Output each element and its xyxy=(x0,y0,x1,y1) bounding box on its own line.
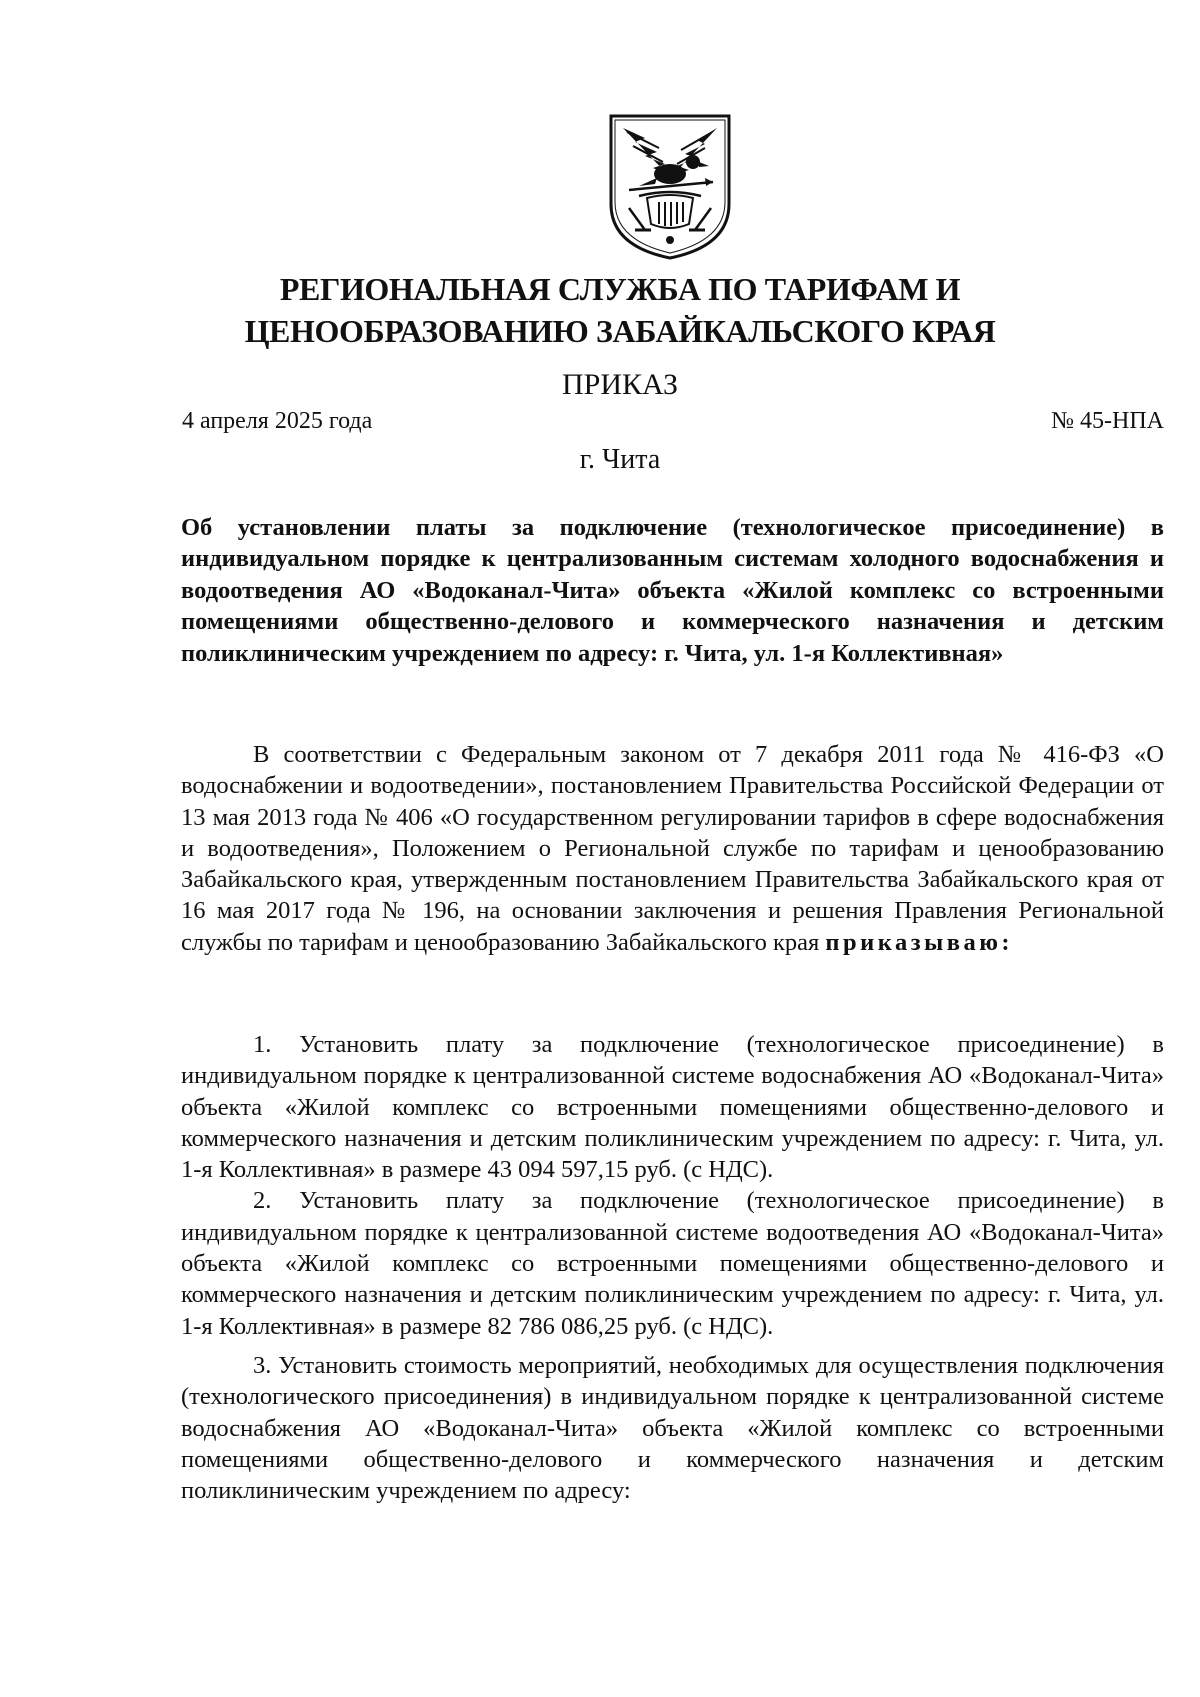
order-number: № 45-НПА xyxy=(1051,408,1164,434)
order-item: 2. Установить плату за подключение (технологическое присоединение) в индивидуальном порядке к централизованной системе водоотведения АО «Водоканал-Чита» объекта «Жилой комплекс со встроенными помещениями общественно-делового и коммерческого назначения и детским поликлиническим учреждением по адресу: г. Чита, ул. 1-я Коллективная» в размере 82 786 086,25 руб. (с НДС). xyxy=(181,1187,1164,1340)
order-date: 4 апреля 2025 года xyxy=(182,408,373,434)
order-item: 3. Установить стоимость мероприятий, необходимых для осуществления подключения (технологического присоединения) в индивидуальном порядке к централизованной системе водоснабжения АО «Водоканал-Чита» объекта «Жилой комплекс со встроенными помещениями общественно-делового и коммерческого назначения и детским поликлиническим учреждением по адресу: xyxy=(181,1351,1164,1505)
preamble-paragraph xyxy=(181,739,1164,958)
order-item: 1. Установить плату за подключение (технологическое присоединение) в индивидуальном порядке к централизованной системе водоснабжения АО «Водоканал-Чита» объекта «Жилой комплекс со встроенными помещениями общественно-делового и коммерческого назначения и детским поликлиническим учреждением по адресу: г. Чита, ул. 1-я Коллективная» в размере 43 094 597,15 руб. (с НДС). xyxy=(181,1031,1164,1184)
coat-of-arms-icon xyxy=(605,112,735,262)
preamble xyxy=(181,739,1164,958)
order-city: г. Чита xyxy=(579,444,661,475)
order-subject: Об установлении платы за подключение (технологическое присоединение) в индивидуальном порядке к централизованным системам холодного водоснабжения и водоотведения АО «Водоканал-Чита» объекта «Жилой комплекс со встроенными помещениями общественно-делового и коммерческого назначения и детским поликлиническим учреждением по адресу: г. Чита, ул. 1-я Коллективная» xyxy=(181,514,1164,667)
order-verb: приказываю: xyxy=(825,928,1014,956)
order-items xyxy=(181,1029,1164,1506)
document-type: ПРИКАЗ xyxy=(562,368,678,401)
preamble-text: В соответствии с Федеральным законом от 7 декабря 2011 года № 416-ФЗ «О водоснабжении и водоотведении», постановлением Правительства Российской Федерации от 13 мая 2013 года № 406 «О государственном регулировании тарифов в сфере водоснабжения и водоотведения», Положением о Региональной службе по тарифам и ценообразованию Забайкальского края, утвержденным постановлением Правительства Забайкальского края от 16 мая 2017 года № 196, на основании заключения и решения Правления Региональной службы по тарифам и ценообразованию Забайкальского края xyxy=(181,741,1164,956)
organization-title: РЕГИОНАЛЬНАЯ СЛУЖБА ПО ТАРИФАМ И ЦЕНООБРАЗОВАНИЮ ЗАБАЙКАЛЬСКОГО КРАЯ xyxy=(244,271,996,349)
